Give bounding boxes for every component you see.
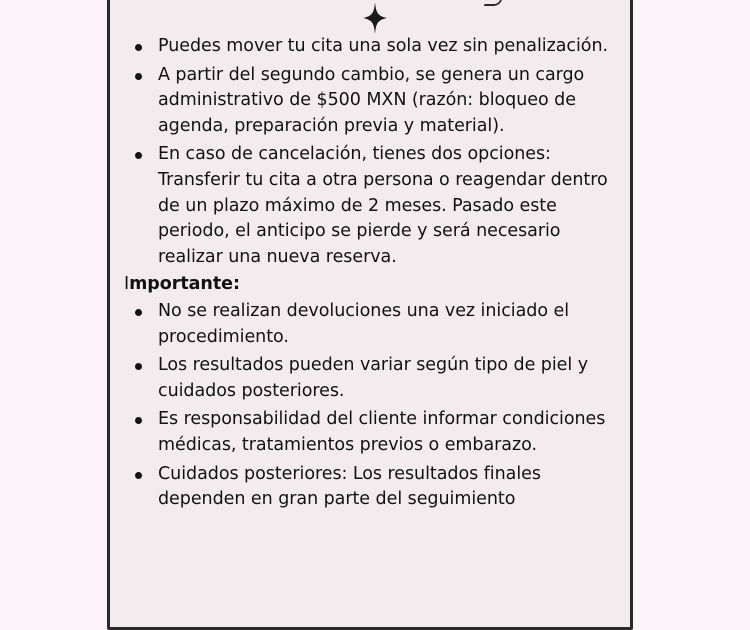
bullet-icon (135, 417, 142, 424)
list-item (128, 299, 624, 350)
list-item-text: Los resultados pueden variar según tipo de piel y cuidados posteriores. (158, 355, 589, 401)
list-item (128, 353, 624, 404)
bullet-icon (135, 309, 142, 316)
bullet-icon (135, 363, 142, 370)
list-item (128, 34, 624, 60)
list-item (128, 63, 624, 140)
policy-list (128, 34, 624, 270)
heading-rest: mportante: (129, 274, 240, 295)
heading-initial: I (124, 274, 130, 295)
list-item-text: Puedes mover tu cita una sola vez sin penalización. (158, 36, 609, 56)
bullet-icon (135, 73, 142, 80)
list-item-text: A partir del segundo cambio, se genera un cargo administrativo de $500 MXN (razón: bloqueo de agenda, preparación previa y material). (158, 64, 585, 136)
list-item-text: Es responsabilidad del cliente informar condiciones médicas, tratamientos previos o embarazo. (158, 409, 606, 455)
section-heading-important (124, 272, 624, 298)
sparkle-icon (363, 2, 387, 34)
list-item-text: Cuidados posteriores: Los resultados finales dependen en gran parte del seguimiento (158, 463, 541, 510)
bullet-icon (135, 472, 142, 479)
list-item-text: No se realizan devoluciones una vez iniciado el procedimiento. (158, 300, 570, 347)
important-list (128, 299, 624, 513)
policy-text (124, 34, 624, 516)
list-item-text: En caso de cancelación, tienes dos opciones: Transferir tu cita a otra persona o reagendar dentro de un plazo máximo de 2 meses. Pasado este periodo, el anticipo se pierde y será necesario realizar una nueva reserva. (158, 144, 608, 267)
list-item (128, 407, 624, 458)
list-item (128, 142, 624, 270)
bullet-icon (135, 44, 142, 51)
bullet-icon (135, 152, 142, 159)
list-item (128, 462, 624, 513)
